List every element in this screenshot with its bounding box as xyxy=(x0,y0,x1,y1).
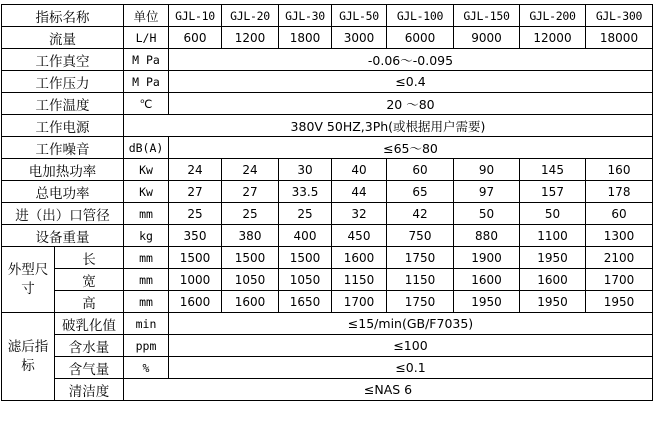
header-row xyxy=(2,5,653,27)
span-value: ≤NAS 6 xyxy=(124,379,653,401)
value-cell: 60 xyxy=(387,159,454,181)
weight-row xyxy=(2,225,653,247)
value-cell: 1750 xyxy=(387,247,454,269)
span-value: ≤0.1 xyxy=(169,357,653,379)
row-unit: mm xyxy=(124,247,169,269)
value-cell: 1300 xyxy=(586,225,653,247)
value-cell: 1500 xyxy=(279,247,332,269)
row-label: 宽 xyxy=(55,269,124,291)
span-value: ≤0.4 xyxy=(169,71,653,93)
value-cell: 65 xyxy=(387,181,454,203)
pipe-diameter-row xyxy=(2,203,653,225)
value-cell: 1650 xyxy=(279,291,332,313)
row-label: 流量 xyxy=(2,27,124,49)
value-cell: 50 xyxy=(520,203,586,225)
cleanliness-row xyxy=(2,379,653,401)
value-cell: 350 xyxy=(169,225,222,247)
value-cell: 1950 xyxy=(520,291,586,313)
row-unit: M Pa xyxy=(124,49,169,71)
value-cell: 1200 xyxy=(222,27,279,49)
value-cell: 1600 xyxy=(169,291,222,313)
row-unit: mm xyxy=(124,203,169,225)
heating-power-row xyxy=(2,159,653,181)
row-label: 工作噪音 xyxy=(2,137,124,159)
value-cell: 33.5 xyxy=(279,181,332,203)
value-cell: 1050 xyxy=(222,269,279,291)
spec-table xyxy=(1,4,653,401)
header-label: 指标名称 xyxy=(2,5,124,27)
row-label: 工作压力 xyxy=(2,71,124,93)
pressure-row xyxy=(2,71,653,93)
row-unit: dB(A) xyxy=(124,137,169,159)
span-value: ≤65～80 xyxy=(169,137,653,159)
value-cell: 2100 xyxy=(586,247,653,269)
value-cell: 600 xyxy=(169,27,222,49)
value-cell: 90 xyxy=(454,159,520,181)
filter-group-label: 滤后指标 xyxy=(2,313,55,401)
row-label: 总电功率 xyxy=(2,181,124,203)
row-unit: Kw xyxy=(124,181,169,203)
value-cell: 25 xyxy=(222,203,279,225)
total-power-row xyxy=(2,181,653,203)
value-cell: 157 xyxy=(520,181,586,203)
row-label: 含水量 xyxy=(55,335,124,357)
noise-row xyxy=(2,137,653,159)
header-unit: 单位 xyxy=(124,5,169,27)
row-unit: min xyxy=(124,313,169,335)
row-label: 工作真空 xyxy=(2,49,124,71)
value-cell: 24 xyxy=(222,159,279,181)
model-header: GJL-10 xyxy=(169,5,222,27)
model-header: GJL-30 xyxy=(279,5,332,27)
row-label: 清洁度 xyxy=(55,379,124,401)
span-value: ≤15/min(GB/F7035) xyxy=(169,313,653,335)
model-header: GJL-300 xyxy=(586,5,653,27)
value-cell: 44 xyxy=(332,181,387,203)
value-cell: 1500 xyxy=(169,247,222,269)
value-cell: 178 xyxy=(586,181,653,203)
value-cell: 42 xyxy=(387,203,454,225)
value-cell: 18000 xyxy=(586,27,653,49)
value-cell: 1050 xyxy=(279,269,332,291)
value-cell: 400 xyxy=(279,225,332,247)
value-cell: 1600 xyxy=(454,269,520,291)
row-label: 长 xyxy=(55,247,124,269)
value-cell: 25 xyxy=(279,203,332,225)
length-row xyxy=(2,247,653,269)
model-header: GJL-20 xyxy=(222,5,279,27)
value-cell: 50 xyxy=(454,203,520,225)
value-cell: 27 xyxy=(222,181,279,203)
power-supply-row xyxy=(2,115,653,137)
value-cell: 1700 xyxy=(586,269,653,291)
model-header: GJL-50 xyxy=(332,5,387,27)
value-cell: 6000 xyxy=(387,27,454,49)
value-cell: 1700 xyxy=(332,291,387,313)
model-header: GJL-200 xyxy=(520,5,586,27)
row-label: 高 xyxy=(55,291,124,313)
value-cell: 750 xyxy=(387,225,454,247)
row-unit: M Pa xyxy=(124,71,169,93)
width-row xyxy=(2,269,653,291)
row-unit: mm xyxy=(124,269,169,291)
value-cell: 1600 xyxy=(332,247,387,269)
row-label: 进（出）口管径 xyxy=(2,203,124,225)
height-row xyxy=(2,291,653,313)
value-cell: 1900 xyxy=(454,247,520,269)
value-cell: 32 xyxy=(332,203,387,225)
gas-content-row xyxy=(2,357,653,379)
value-cell: 145 xyxy=(520,159,586,181)
value-cell: 450 xyxy=(332,225,387,247)
row-label: 工作电源 xyxy=(2,115,124,137)
value-cell: 1150 xyxy=(387,269,454,291)
row-unit: ℃ xyxy=(124,93,169,115)
model-header: GJL-150 xyxy=(454,5,520,27)
value-cell: 1800 xyxy=(279,27,332,49)
value-cell: 880 xyxy=(454,225,520,247)
value-cell: 1100 xyxy=(520,225,586,247)
value-cell: 1600 xyxy=(520,269,586,291)
model-header: GJL-100 xyxy=(387,5,454,27)
row-label: 电加热功率 xyxy=(2,159,124,181)
row-label: 破乳化值 xyxy=(55,313,124,335)
value-cell: 1950 xyxy=(520,247,586,269)
value-cell: 1600 xyxy=(222,291,279,313)
value-cell: 380 xyxy=(222,225,279,247)
span-value: 380V 50HZ,3Ph(或根据用户需要) xyxy=(124,115,653,137)
value-cell: 24 xyxy=(169,159,222,181)
value-cell: 1500 xyxy=(222,247,279,269)
value-cell: 9000 xyxy=(454,27,520,49)
span-value: 20 ～80 xyxy=(169,93,653,115)
value-cell: 160 xyxy=(586,159,653,181)
row-unit: L/H xyxy=(124,27,169,49)
value-cell: 1950 xyxy=(454,291,520,313)
row-unit: ppm xyxy=(124,335,169,357)
row-label: 含气量 xyxy=(55,357,124,379)
value-cell: 30 xyxy=(279,159,332,181)
value-cell: 97 xyxy=(454,181,520,203)
row-unit: kg xyxy=(124,225,169,247)
value-cell: 1000 xyxy=(169,269,222,291)
value-cell: 1150 xyxy=(332,269,387,291)
value-cell: 12000 xyxy=(520,27,586,49)
span-value: ≤100 xyxy=(169,335,653,357)
row-label: 设备重量 xyxy=(2,225,124,247)
flow-row xyxy=(2,27,653,49)
demulsification-row xyxy=(2,313,653,335)
row-label: 工作温度 xyxy=(2,93,124,115)
value-cell: 40 xyxy=(332,159,387,181)
vacuum-row xyxy=(2,49,653,71)
row-unit: mm xyxy=(124,291,169,313)
value-cell: 1950 xyxy=(586,291,653,313)
value-cell: 1750 xyxy=(387,291,454,313)
temperature-row xyxy=(2,93,653,115)
value-cell: 27 xyxy=(169,181,222,203)
row-unit: % xyxy=(124,357,169,379)
value-cell: 60 xyxy=(586,203,653,225)
row-unit: Kw xyxy=(124,159,169,181)
water-content-row xyxy=(2,335,653,357)
value-cell: 3000 xyxy=(332,27,387,49)
dimensions-group-label: 外型尺寸 xyxy=(2,247,55,313)
value-cell: 25 xyxy=(169,203,222,225)
span-value: -0.06～-0.095 xyxy=(169,49,653,71)
